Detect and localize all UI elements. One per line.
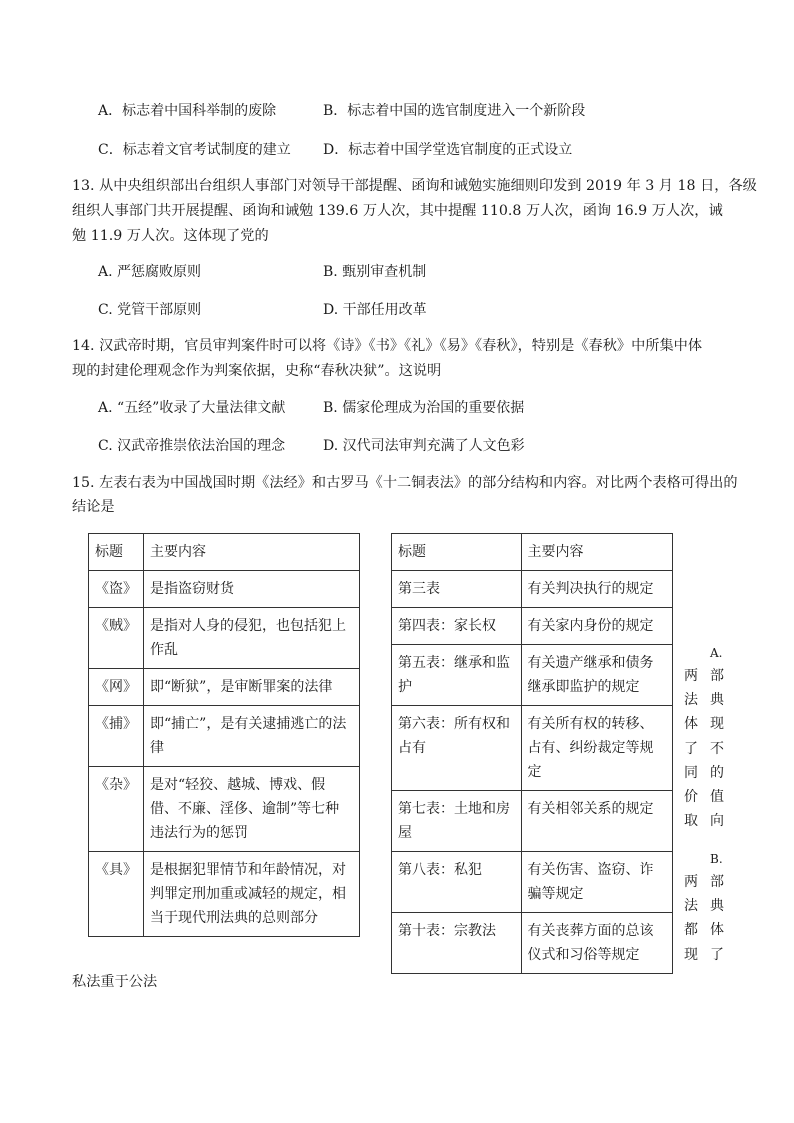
- option-a-line: 了不: [684, 740, 724, 757]
- row-title: 第八表：私犯: [392, 852, 522, 913]
- q14-stem-line1: 14. 汉武帝时期，官员审判案件时可以将《诗》《书》《礼》《易》《春秋》，特别是《春秋》中所集中体: [72, 338, 703, 354]
- q14-option-c: C. 汉武帝推崇依法治国的理念: [98, 438, 286, 454]
- q12-option-c: C．标志着文官考试制度的建立: [98, 142, 291, 158]
- row-content: 有关所有权的转移、占有、纠纷裁定等规定: [521, 706, 672, 791]
- q15-option-a-text: [684, 664, 724, 833]
- q14-option-b: B. 儒家伦理成为治国的重要依据: [323, 400, 525, 416]
- header-content: 主要内容: [521, 534, 672, 571]
- q15-option-b-text: [684, 870, 724, 967]
- row-title: 第十表：宗教法: [392, 913, 522, 974]
- q13-stem-line2: 组织人事部门共开展提醒、函询和诫勉 139.6 万人次，其中提醒 110.8 万人次，函询 16.9 万人次，诫: [72, 203, 723, 219]
- table-row: [392, 791, 673, 852]
- table-header-row: [392, 534, 673, 571]
- row-content: 有关判决执行的规定: [521, 571, 672, 608]
- table-row: [392, 852, 673, 913]
- table-row: [392, 706, 673, 791]
- q14-stem-line2: 现的封建伦理观念作为判案依据，史称“春秋决狱”。这说明: [72, 363, 442, 379]
- option-a-line: 法典: [684, 692, 724, 709]
- row-title: 第七表：土地和房屋: [392, 791, 522, 852]
- q15-option-b-label: B.: [710, 852, 723, 866]
- q15-stem-line2: 结论是: [72, 499, 115, 515]
- q13-option-b: B. 甄别审查机制: [323, 264, 427, 280]
- row-title: 《捕》: [89, 706, 144, 767]
- table-header-row: [89, 534, 360, 571]
- row-content: 有关相邻关系的规定: [521, 791, 672, 852]
- row-title: 《盗》: [89, 571, 144, 608]
- row-title: 《具》: [89, 852, 144, 937]
- row-content: 是根据犯罪情节和年龄情况，对判罪定刑加重或减轻的规定，相当于现代刑法典的总则部分: [144, 852, 360, 937]
- q15-stem-line1: 15. 左表右表为中国战国时期《法经》和古罗马《十二铜表法》的部分结构和内容。对比两个表格可得出的: [72, 475, 738, 491]
- q12-option-b: B．标志着中国的选官制度进入一个新阶段: [323, 103, 586, 119]
- q13-stem-line3: 勉 11.9 万人次。这体现了党的: [72, 228, 269, 244]
- row-title: 第三表: [392, 571, 522, 608]
- row-title: 第六表：所有权和占有: [392, 706, 522, 791]
- table-row: [89, 767, 360, 852]
- row-content: 即“断狱”，是审断罪案的法律: [144, 669, 360, 706]
- row-title: 《贼》: [89, 608, 144, 669]
- row-content: 有关家内身份的规定: [521, 608, 672, 645]
- q14-option-d: D. 汉代司法审判充满了人文色彩: [323, 438, 525, 454]
- table-row: [392, 571, 673, 608]
- header-title: 标题: [89, 534, 144, 571]
- row-content: 即“捕亡”，是有关逮捕逃亡的法律: [144, 706, 360, 767]
- row-content: 是指对人身的侵犯，也包括犯上作乱: [144, 608, 360, 669]
- table-row: [89, 669, 360, 706]
- q13-option-d: D. 干部任用改革: [323, 302, 427, 318]
- table-row: [89, 852, 360, 937]
- table-row: [392, 608, 673, 645]
- option-b-line: 两部: [684, 874, 724, 890]
- twelve-tables-table: [391, 533, 673, 974]
- table-row: [392, 913, 673, 974]
- option-a-line: 两部: [684, 668, 724, 684]
- header-title: 标题: [392, 534, 522, 571]
- q13-option-a: A. 严惩腐败原则: [98, 264, 202, 280]
- table-row: [89, 571, 360, 608]
- option-a-line: 价值: [684, 789, 724, 806]
- row-content: 是指盗窃财货: [144, 571, 360, 608]
- row-title: 《杂》: [89, 767, 144, 852]
- row-title: 第五表：继承和监护: [392, 645, 522, 706]
- q14-option-a: A. “五经”收录了大量法律文献: [98, 400, 286, 416]
- option-b-line: 法典: [684, 898, 724, 915]
- header-content: 主要内容: [144, 534, 360, 571]
- table-row: [89, 706, 360, 767]
- row-content: 有关遗产继承和债务继承即监护的规定: [521, 645, 672, 706]
- q13-option-c: C. 党管干部原则: [98, 302, 202, 318]
- q12-option-a: A．标志着中国科举制的废除: [98, 103, 277, 119]
- q15-option-a-label: A.: [710, 646, 723, 660]
- table-row: [89, 608, 360, 669]
- row-title: 第四表：家长权: [392, 608, 522, 645]
- option-a-line: 同的: [684, 764, 724, 781]
- row-content: 有关丧葬方面的总该仪式和习俗等规定: [521, 913, 672, 974]
- row-content: 有关伤害、盗窃、诈骗等规定: [521, 852, 672, 913]
- q12-option-d: D．标志着中国学堂选官制度的正式设立: [323, 142, 573, 158]
- table-row: [392, 645, 673, 706]
- option-a-line: 取向: [684, 813, 724, 830]
- row-content: 是对“轻狡、越城、博戏、假借、不廉、淫侈、逾制”等七种违法行为的惩罚: [144, 767, 360, 852]
- option-b-line: 现了: [684, 946, 724, 963]
- option-a-line: 体现: [684, 716, 724, 733]
- fajing-table: [88, 533, 360, 937]
- option-b-line: 都体: [684, 922, 724, 939]
- q15-option-b-tail: 私法重于公法: [72, 974, 158, 990]
- row-title: 《网》: [89, 669, 144, 706]
- q13-stem-line1: 13. 从中央组织部出台组织人事部门对领导干部提醒、函询和诫勉实施细则印发到 2019 年 3 月 18 日，各级: [72, 178, 757, 194]
